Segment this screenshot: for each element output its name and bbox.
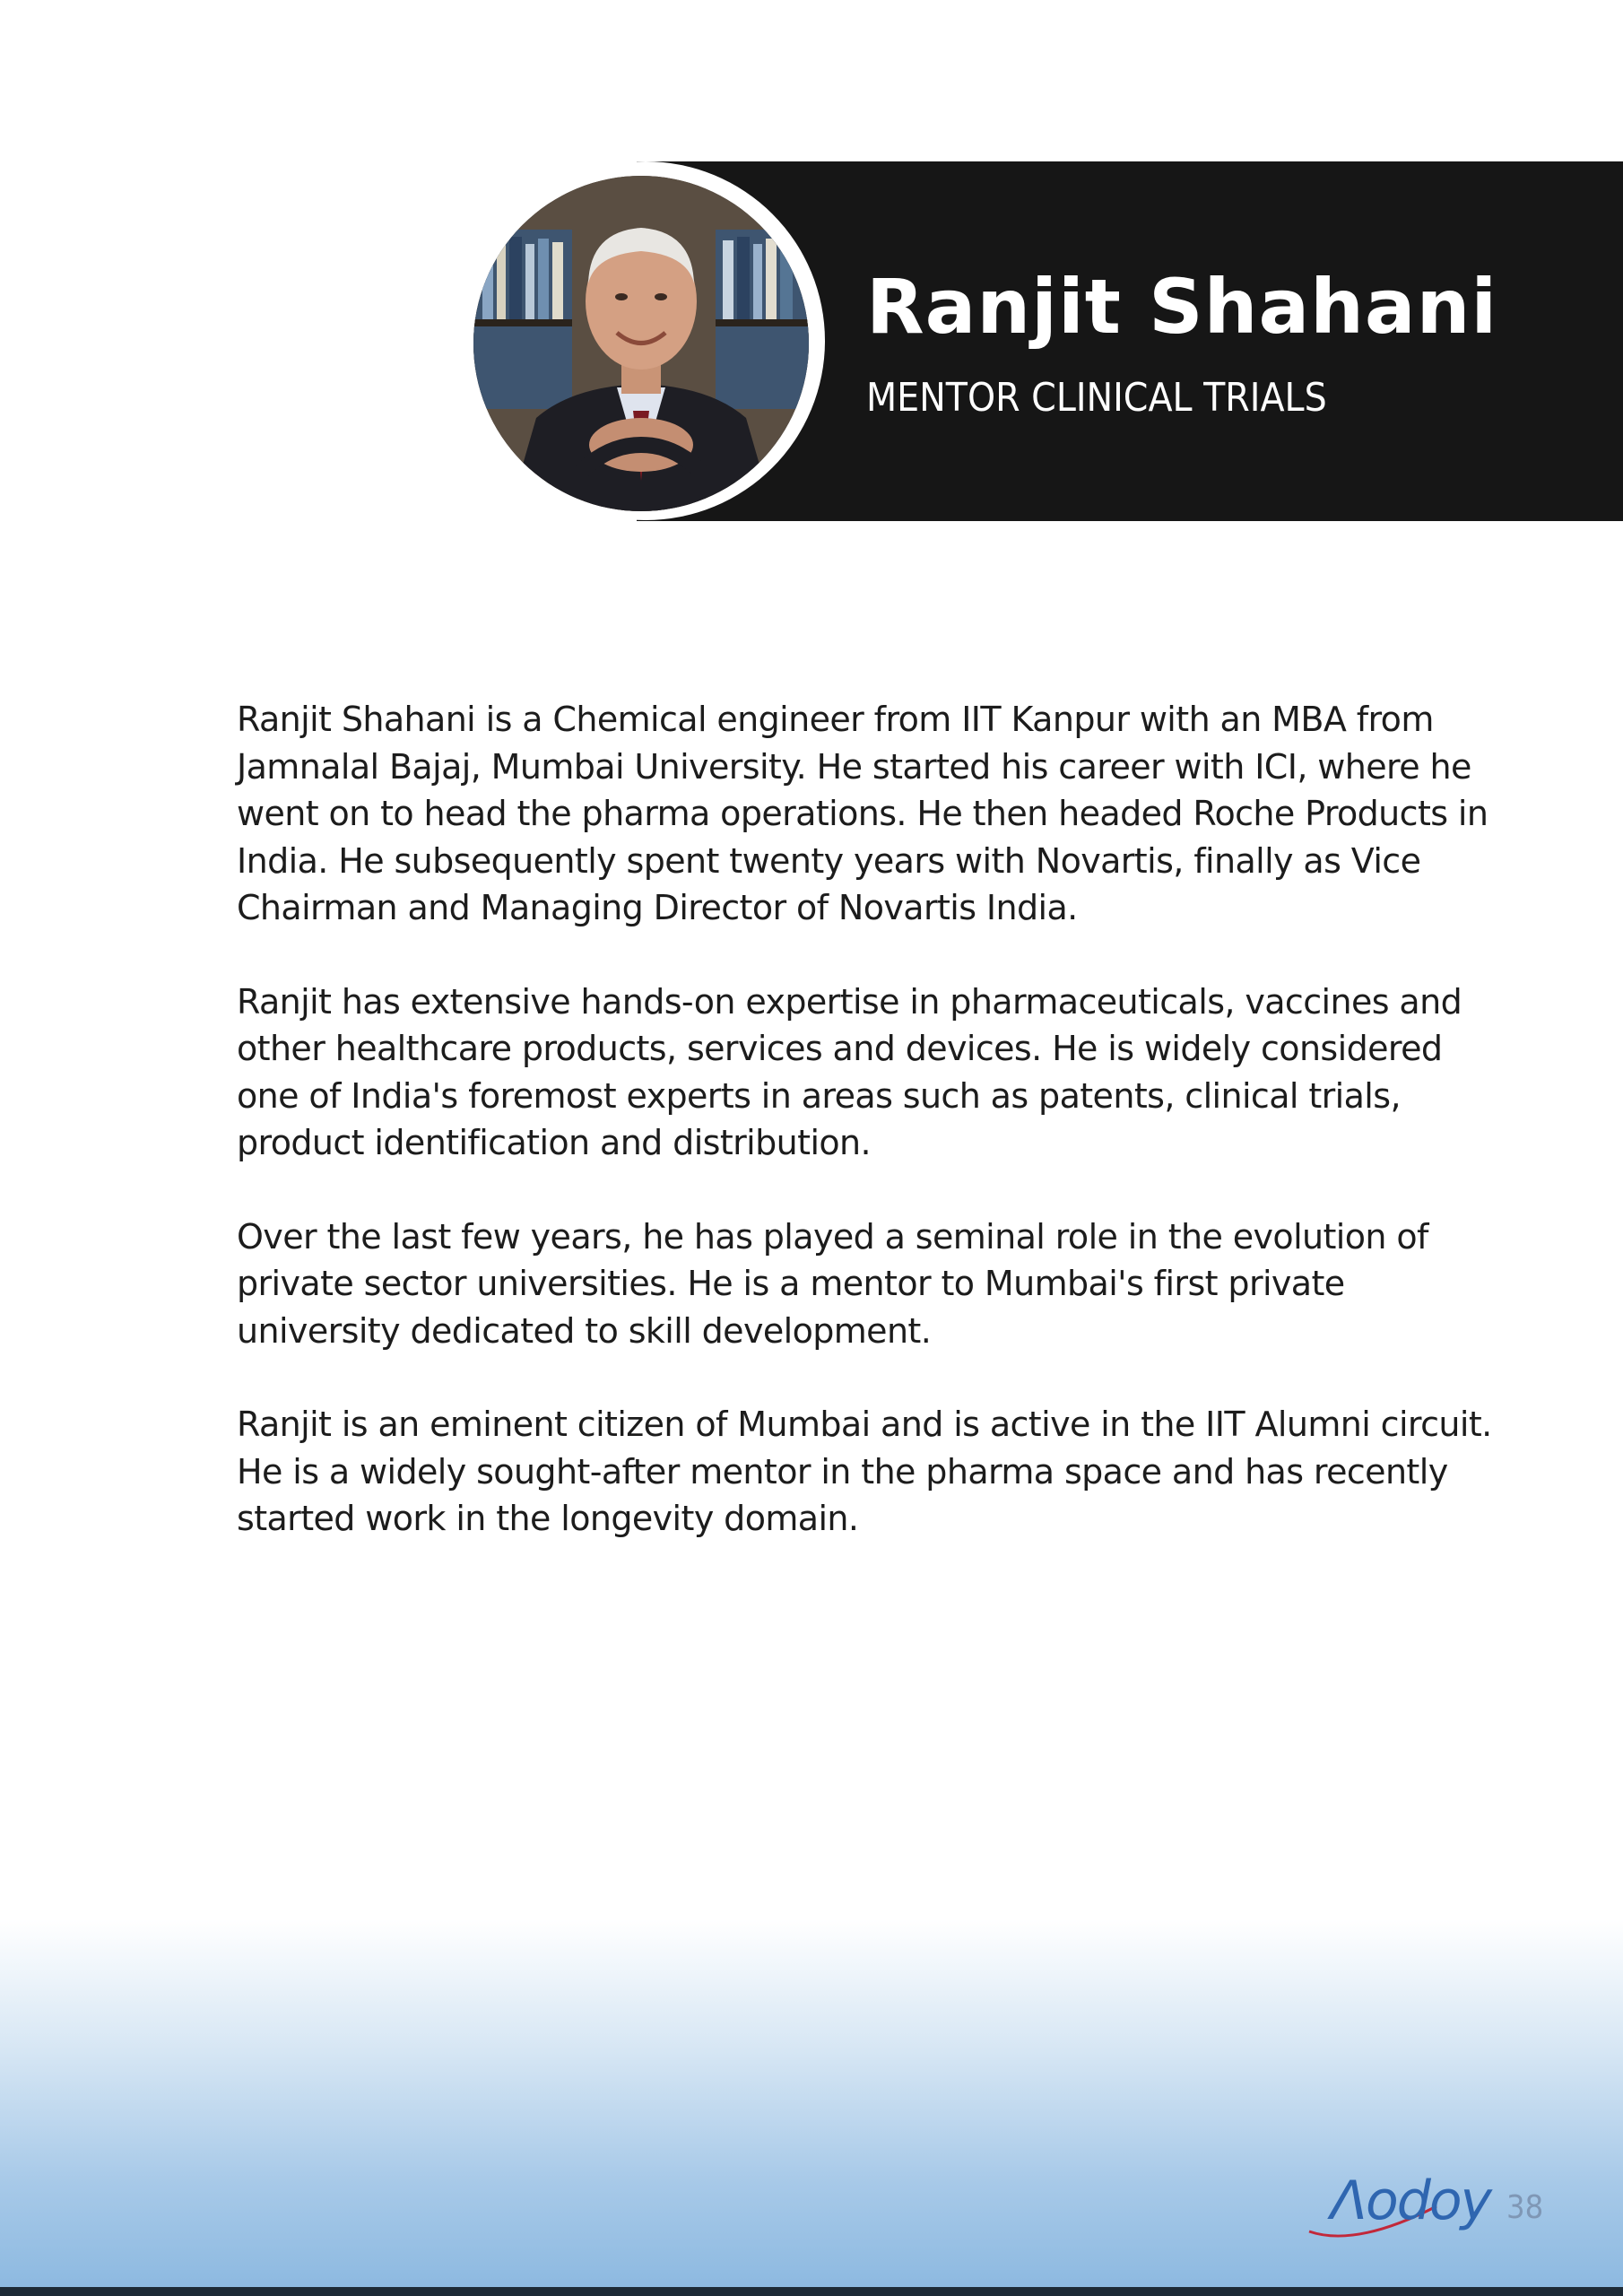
profile-role: MENTOR CLINICAL TRIALS [866, 375, 1327, 421]
bio-paragraph: Ranjit has extensive hands-on expertise in pharmaceuticals, vaccines and other healthcare products, services and devices. He is widely considered one of India's foremost experts in areas such as patents, clinical trials, product identification and distribution. [237, 981, 1462, 1162]
bio-paragraph: Ranjit is an eminent citizen of Mumbai and is active in the IIT Alumni circuit. He is a widely sought-after mentor in the pharma space and has recently started work in the longevity domain. [237, 1405, 1492, 1538]
page-number: 38 [1506, 2189, 1544, 2226]
bio-paragraph: Over the last few years, he has played a seminal role in the evolution of private sector universities. He is a mentor to Mumbai's first private university dedicated to skill development. [237, 1216, 1428, 1351]
biography [237, 696, 1492, 1589]
portrait-photo [473, 176, 809, 511]
brand-logo-text: Λodoy [1331, 2170, 1491, 2232]
bio-paragraph: Ranjit Shahani is a Chemical engineer from IIT Kanpur with an MBA from Jamnalal Bajaj, Mumbai University. He started his career with ICI, where he went on to head the pharma operations. He then headed Roche Products in India. He subsequently spent twenty years with Novartis, finally as Vice Chairman and Managing Director of Novartis India. [237, 700, 1488, 927]
profile-name: Ranjit Shahani [866, 263, 1498, 351]
portrait-illustration [473, 176, 809, 511]
footer-edge [0, 2287, 1623, 2296]
